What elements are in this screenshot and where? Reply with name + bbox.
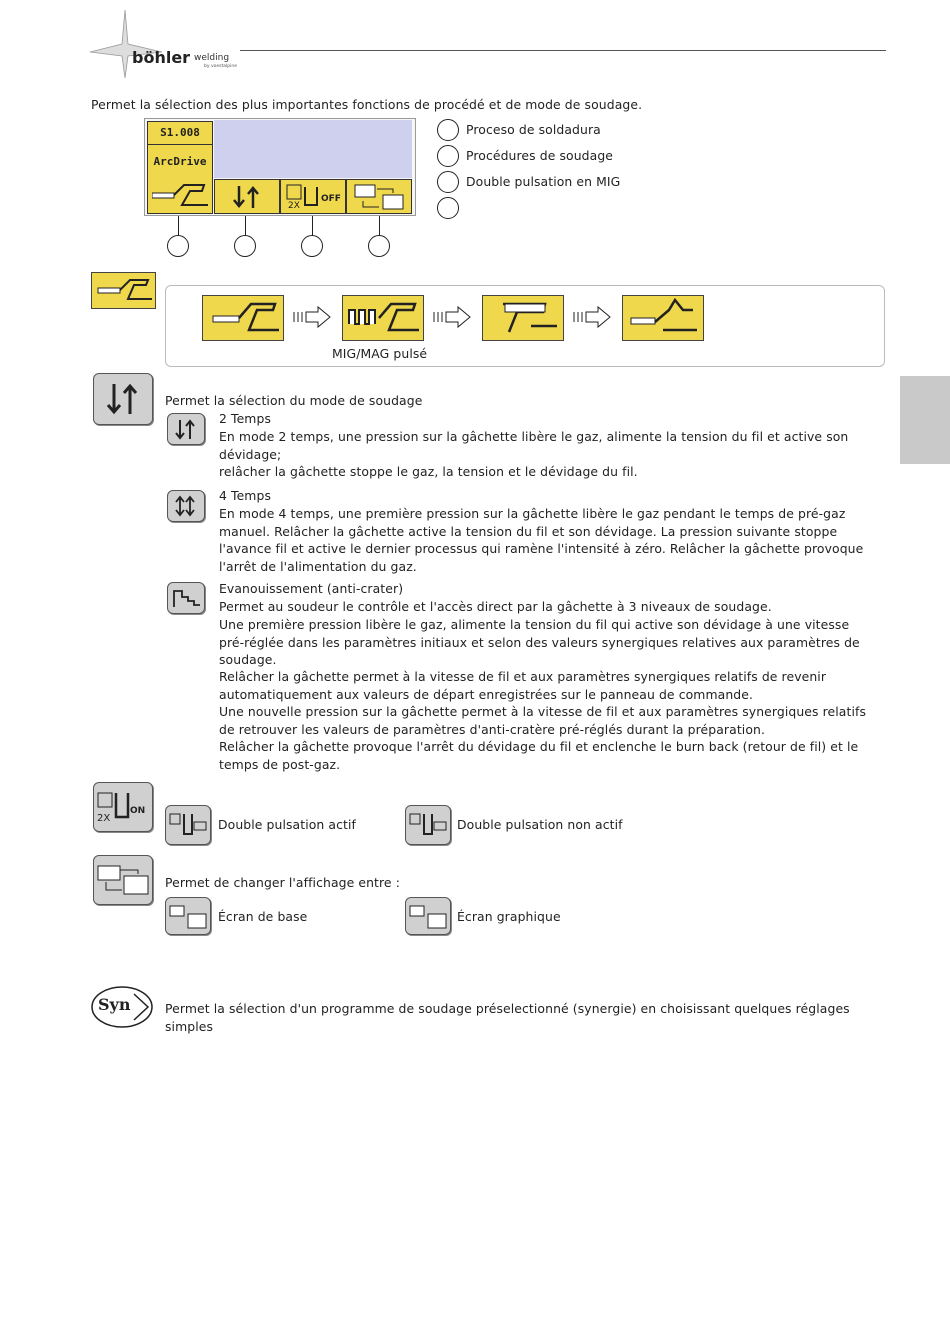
display-switch-icon [94, 856, 152, 904]
callout-line-1 [178, 216, 179, 236]
display-graphic-icon [406, 898, 450, 934]
svg-text:2X: 2X [288, 201, 300, 211]
process-mig-icon [202, 295, 284, 341]
mode-crater-line-1: Permet au soudeur le contrôle et l'accès direct par la gâchette à 3 niveaux de soudage. [219, 599, 772, 614]
double-pulse-on-icon [166, 806, 210, 844]
process-pulsed-icon [342, 295, 424, 341]
callout-line-2 [245, 216, 246, 236]
mode-crater-line-2: Une première pression libère le gaz, alimente la tension du fil qui active son dévidage à une vitesse pré-réglée dans les paramètres initiaux et selon des valeurs synergiques relatives aux paramètres de soudage. [219, 617, 860, 667]
svg-text:OFF: OFF [321, 194, 341, 204]
side-tab [900, 376, 950, 464]
syn-text: Permet la sélection d'un programme de soudage préselectionné (synergie) en choisissant quelques réglages simples [165, 1001, 850, 1034]
legend-text-2: Procédures de soudage [466, 148, 614, 163]
double-pulse-on-icon-box [165, 805, 211, 845]
legend-circle-2 [437, 145, 459, 167]
display-basic-label: Écran de base [218, 909, 308, 924]
intro-text: Permet la sélection des plus importantes fonctions de procédé et de mode de soudage. [91, 97, 643, 112]
brand-name: böhler [132, 48, 191, 67]
mode-4t-line-1: En mode 4 temps, une première pression sur la gâchette libère le gaz pendant le temps de pré-gaz manuel. Relâcher la gâchette active la tension du fil et son dévidage. La pression suivante stoppe l'avance fil et active le dernier processus qui ramène l'intensité à zéro. Relâcher la gâchette provoque l'arrêt de l'alimentation du gaz. [219, 506, 864, 574]
crater-icon [168, 583, 204, 613]
display-switch-icon [353, 183, 407, 211]
mode-2t-title: 2 Temps [219, 411, 271, 426]
brand-suffix: welding [194, 53, 230, 63]
mode-crater-title: Evanouissement (anti-crater) [219, 581, 404, 596]
syn-label: Syn [98, 995, 131, 1014]
legend-circle-1 [437, 119, 459, 141]
mode-crater-line-5: Relâcher la gâchette provoque l'arrêt du dévidage du fil et enclenche le burn back (retour de fil) et le temps de post-gaz. [219, 739, 859, 772]
mode-2t-line-1: En mode 2 temps, une pression sur la gâchette libère le gaz, alimente la tension du fil et active son dévidage; [219, 429, 849, 462]
callout-circle-3 [301, 235, 323, 257]
trigger-2t-icon [231, 184, 263, 210]
double-pulse-x2: 2X [97, 813, 111, 824]
callout-circle-2 [234, 235, 256, 257]
mode-4t-title: 4 Temps [219, 488, 271, 503]
process-tig-icon [482, 295, 564, 341]
lcd-double-pulse-key[interactable] [280, 179, 346, 214]
process-mma-icon [622, 295, 704, 341]
arrow-right-icon [572, 305, 612, 329]
callout-circle-1 [167, 235, 189, 257]
lcd-display-key[interactable] [346, 179, 412, 214]
legend-circle-4 [437, 197, 459, 219]
brand-tagline: by voestalpine [204, 64, 237, 69]
mode-intro: Permet la sélection du mode de soudage [165, 393, 423, 408]
double-pulse-button[interactable] [93, 782, 153, 832]
arrow-right-icon [292, 305, 332, 329]
display-intro: Permet de changer l'affichage entre : [165, 875, 400, 890]
syn-button[interactable] [90, 984, 156, 1030]
double-pulse-on-label: Double pulsation actif [218, 817, 356, 832]
mode-crater-line-3: Relâcher la gâchette permet à la vitesse de fil et aux paramètres synergiques relatifs de revenir automatiquement aux valeurs de départ enregistrées sur le panneau de commande. [219, 669, 827, 702]
legend-text-3: Double pulsation en MIG [466, 174, 621, 189]
display-graphic-icon-box [405, 897, 451, 935]
callout-line-4 [379, 216, 380, 236]
double-pulse-on-icon [94, 783, 152, 831]
mode-crater-line-4: Une nouvelle pression sur la gâchette permet à la vitesse de fil et aux paramètres synergiques relatifs de retrouver les valeurs de paramètres d'anti-cratère pré-réglés durant la préparation. [219, 704, 867, 737]
display-button[interactable] [93, 855, 153, 905]
lcd-process-key[interactable] [147, 144, 213, 214]
legend-text-1: Proceso de soldadura [466, 122, 601, 137]
double-pulse-off-icon [285, 183, 343, 211]
double-pulse-off-icon [406, 806, 450, 844]
lcd-program: S1.008 [147, 121, 213, 145]
mode-2t-icon-box [167, 413, 205, 445]
lcd-mode-label: ArcDrive [153, 155, 207, 168]
trigger-4t-icon [168, 491, 204, 521]
display-basic-icon-box [165, 897, 211, 935]
lcd-trigger-mode-key[interactable] [214, 179, 280, 214]
legend-circle-3 [437, 171, 459, 193]
double-pulse-off-label: Double pulsation non actif [457, 817, 623, 832]
header-rule [240, 50, 886, 51]
double-pulse-on-text: ON [130, 806, 146, 816]
callout-circle-4 [368, 235, 390, 257]
mode-2t-line-2: relâcher la gâchette stoppe le gaz, la tension et le dévidage du fil. [219, 464, 638, 479]
callout-line-3 [312, 216, 313, 236]
display-basic-icon [166, 898, 210, 934]
torch-icon [152, 179, 208, 209]
process-key[interactable] [91, 272, 156, 309]
mode-4t-icon-box [167, 490, 205, 522]
trigger-2t-icon [168, 414, 204, 444]
torch-icon [92, 273, 155, 308]
mode-crater-icon-box [167, 582, 205, 614]
brand-logo [88, 8, 248, 78]
sequence-label: MIG/MAG pulsé [332, 346, 428, 361]
display-graphic-label: Écran graphique [457, 909, 561, 924]
trigger-mode-button[interactable] [93, 373, 153, 425]
lcd-screen [214, 120, 412, 178]
double-pulse-off-icon-box [405, 805, 451, 845]
arrow-right-icon [432, 305, 472, 329]
trigger-2t-icon [94, 374, 152, 424]
